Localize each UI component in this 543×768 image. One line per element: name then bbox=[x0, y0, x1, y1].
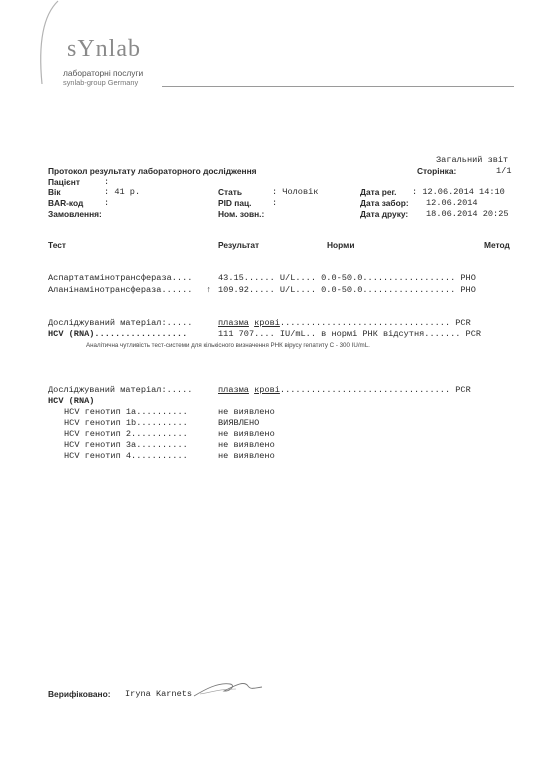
print-date-label: Дата друку: bbox=[360, 209, 409, 219]
sample-date-label: Дата забор: bbox=[360, 198, 409, 208]
page-label: Сторінка: bbox=[417, 166, 457, 176]
row-material-1-test: Досліджуваний матеріал:..... bbox=[48, 318, 193, 328]
logo-tagline: лабораторні послуги bbox=[63, 68, 144, 78]
bar-code-label: BAR-код bbox=[48, 198, 84, 208]
row-ast-test: Аспартатамінотрансфераза.... bbox=[48, 273, 193, 283]
row-alt-test: Аланінамінотрансфераза...... bbox=[48, 285, 193, 295]
age-value: : 41 р. bbox=[104, 187, 141, 197]
sensitivity-note: Аналітична чутливість тест-системи для кількісного визначення РНК вірусу гепатиту С - 300 IU/mL. bbox=[86, 342, 370, 349]
column-test: Тест bbox=[48, 240, 67, 250]
genotype-row-result: не виявлено bbox=[218, 451, 275, 461]
row-hcv-rna-test: HCV (RNA).................. bbox=[48, 329, 188, 339]
external-number-label: Ном. зовн.: bbox=[218, 209, 265, 219]
verified-label: Верифіковано: bbox=[48, 689, 111, 699]
reg-date-label: Дата рег. bbox=[360, 187, 397, 197]
logo-group: synlab-group Germany bbox=[63, 78, 139, 87]
column-result: Результат bbox=[218, 240, 260, 250]
hcv-rna-genotype-heading: HCV (RNA) bbox=[48, 396, 95, 406]
row-material-2-result: плазма крові................................. PCR bbox=[218, 385, 471, 395]
signature-scribble bbox=[190, 672, 270, 702]
row-material-1-result: плазма крові................................. PCR bbox=[218, 318, 471, 328]
column-method: Метод bbox=[484, 240, 510, 250]
pid-label: PID пац. bbox=[218, 198, 252, 208]
genotype-row-test: HCV генотип 2........... bbox=[64, 429, 188, 439]
genotype-row-test: HCV генотип 3a.......... bbox=[64, 440, 188, 450]
header-divider bbox=[162, 86, 514, 87]
genotype-row-result: не виявлено bbox=[218, 407, 275, 417]
page-value: 1/1 bbox=[496, 166, 512, 176]
row-alt-flag: ↑ bbox=[206, 285, 212, 295]
sex-label: Стать bbox=[218, 187, 243, 197]
genotype-row-test: HCV генотип 4........... bbox=[64, 451, 188, 461]
column-norms: Норми bbox=[327, 240, 355, 250]
genotype-row-result: не виявлено bbox=[218, 429, 275, 439]
patient-value: : bbox=[104, 177, 110, 187]
report-title: Протокол результату лабораторного дослідження bbox=[48, 166, 257, 176]
bar-code-value: : bbox=[104, 198, 110, 208]
row-hcv-rna-result: 111 707.... IU/mL.. в нормі РНК відсутня....... PCR bbox=[218, 329, 482, 339]
sex-value: : Чоловік bbox=[272, 187, 319, 197]
genotype-row-test: HCV генотип 1a.......... bbox=[64, 407, 188, 417]
reg-date-value: : 12.06.2014 14:10 bbox=[412, 187, 505, 197]
sample-date-value: 12.06.2014 bbox=[426, 198, 478, 208]
pid-value: : bbox=[272, 198, 278, 208]
patient-label: Пацієнт bbox=[48, 177, 80, 187]
genotype-row-result: ВИЯВЛЕНО bbox=[218, 418, 260, 428]
row-ast-result: 43.15...... U/L.... 0.0-50.0.................. РНО bbox=[218, 273, 476, 283]
genotype-row-result: не виявлено bbox=[218, 440, 275, 450]
row-alt-result: 109.92..... U/L.... 0.0-50.0.................. РНО bbox=[218, 285, 476, 295]
order-label: Замовлення: bbox=[48, 209, 102, 219]
age-label: Вік bbox=[48, 187, 61, 197]
print-date-value: 18.06.2014 20:25 bbox=[426, 209, 509, 219]
genotype-row-test: HCV генотип 1b.......... bbox=[64, 418, 188, 428]
logo-wordmark: sYnlab bbox=[67, 36, 141, 62]
report-type: Загальний звіт bbox=[436, 155, 509, 165]
row-material-2-test: Досліджуваний матеріал:..... bbox=[48, 385, 193, 395]
verified-name: Iryna Karnets bbox=[125, 689, 193, 699]
